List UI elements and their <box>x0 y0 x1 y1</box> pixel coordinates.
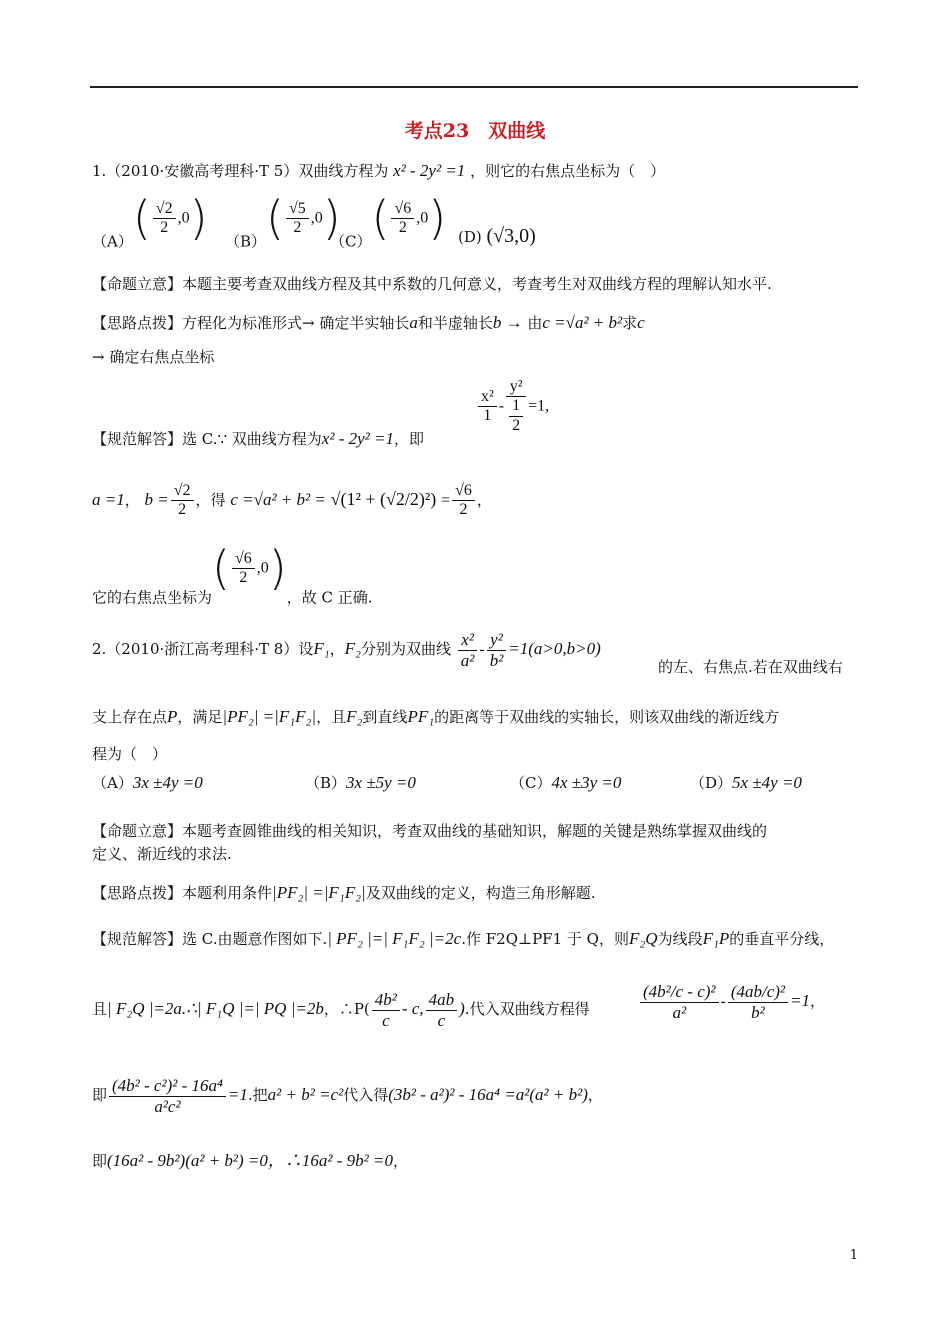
page-title: 考点23 双曲线 <box>404 120 546 142</box>
q2-hyperbola-sub: $\frac{\text{(4b²/c - c)²}}{\text{a²}}$ - $\frac{\text{(4ab/c)²}}{\text{b²}}$ =1， <box>638 982 825 1022</box>
q2-option-d: （D）5x ±4y =0 <box>690 773 802 792</box>
q2-stem: 2.（2010·浙江高考理科·T 8）设F₁，F₂分别为双曲线 $\frac{\text{x²}}{\text{a²}}$ - $\frac{\text{y²}}{\text{b²}}$ =1(a>0,b>0) <box>92 630 601 670</box>
q2-line2: 支上存在点P，满足|PF₂| =|F₁F₂|，且F₂到直线PF₁的距离等于双曲线的实轴长，则该双曲线的渐近线方 <box>92 707 780 726</box>
q1-jieda: 【规范解答】选 C.∵ 双曲线方程为x² - 2y² =1，即 <box>92 429 424 448</box>
q2-calc-2: 即 $\frac{\text{(4b² - c²)² - 16a⁴}}{\text{a²c²}}$ =1.把a² + b² =c²代入得(3b² - a²)² - 16a⁴ =a²(a² + b²)， <box>92 1076 603 1116</box>
q1-calc: a =1， b = $\frac{√2}{2}$ ，得 c =√a² + b² = √(1² + (√2/2)²) = $\frac{√6}{2}$ ， <box>92 482 492 519</box>
page-number: 1 <box>849 1248 858 1263</box>
q2-option-b: （B）3x ±5y =0 <box>305 773 416 792</box>
q1-equation: x² - 2y² =1 <box>393 161 466 180</box>
q1-silu-line2: → 确定右焦点坐标 <box>92 348 215 366</box>
q1-option-c: （C）( $\frac{√6}{2}$ ,0) <box>330 191 447 251</box>
q2-option-c: （C）4x ±3y =0 <box>510 773 622 792</box>
q1-silu: 【思路点拨】方程化为标准形式→ 确定半实轴长a和半虚轴长b → 由c =√a² + b²求c <box>92 313 645 332</box>
q1-option-b: （B）( $\frac{√5}{2}$ ,0) <box>225 191 341 251</box>
q1-standard-form: $\frac{\text{x²}}{1}$ - $\frac{\text{y²}}{\frac{1}{2}}$ =1, <box>476 378 549 435</box>
header-rule <box>90 86 858 88</box>
q2-mingti-2: 定义、渐近线的求法. <box>92 845 232 863</box>
q2-mingti-1: 【命题立意】本题考查圆锥曲线的相关知识，考查双曲线的基础知识，解题的关键是熟练掌握双曲线的 <box>92 822 768 840</box>
q2-calc-1: 且| F₂Q |=2a.∴| F₁Q |=| PQ |=2b，∴P( $\frac{\text{4b²}}{c}$ - c, $\frac{4ab}{c}$ ).代入双曲线方程得 <box>92 990 590 1030</box>
q2-silu: 【思路点拨】本题利用条件|PF₂| =|F₁F₂|及双曲线的定义，构造三角形解题. <box>92 883 596 902</box>
q2-calc-3: 即(16a² - 9b²)(a² + b²) =0，∴16a² - 9b² =0， <box>92 1151 408 1170</box>
q1-conclusion: 它的右焦点坐标为( $\frac{√6}{2}$ ,0)，故 C 正确. <box>92 541 373 607</box>
q2-stem-end: 的左、右焦点.若在双曲线右 <box>658 658 843 676</box>
q2-options: （A）3x ±4y =0 <box>92 773 203 792</box>
q1-mingti: 【命题立意】本题主要考查双曲线方程及其中系数的几何意义，考查考生对双曲线方程的理解认知水平. <box>92 275 772 293</box>
q1-option-d: (D) (√3,0) <box>458 225 536 247</box>
q2-jieda: 【规范解答】选 C.由题意作图如下.| PF₂ |=| F₁F₂ |=2c.作 F2Q⊥PF1 于 Q，则F₂Q为线段F₁P的垂直平分线， <box>92 929 835 948</box>
q1-stem: 1.（2010·安徽高考理科·T 5）双曲线方程为 x² - 2y² =1 ，则它的右焦点坐标为（ ） <box>92 161 666 180</box>
q2-line3: 程为（ ） <box>92 745 168 763</box>
q1-option-a: （A）( $\frac{√2}{2}$ ,0) <box>92 191 208 251</box>
